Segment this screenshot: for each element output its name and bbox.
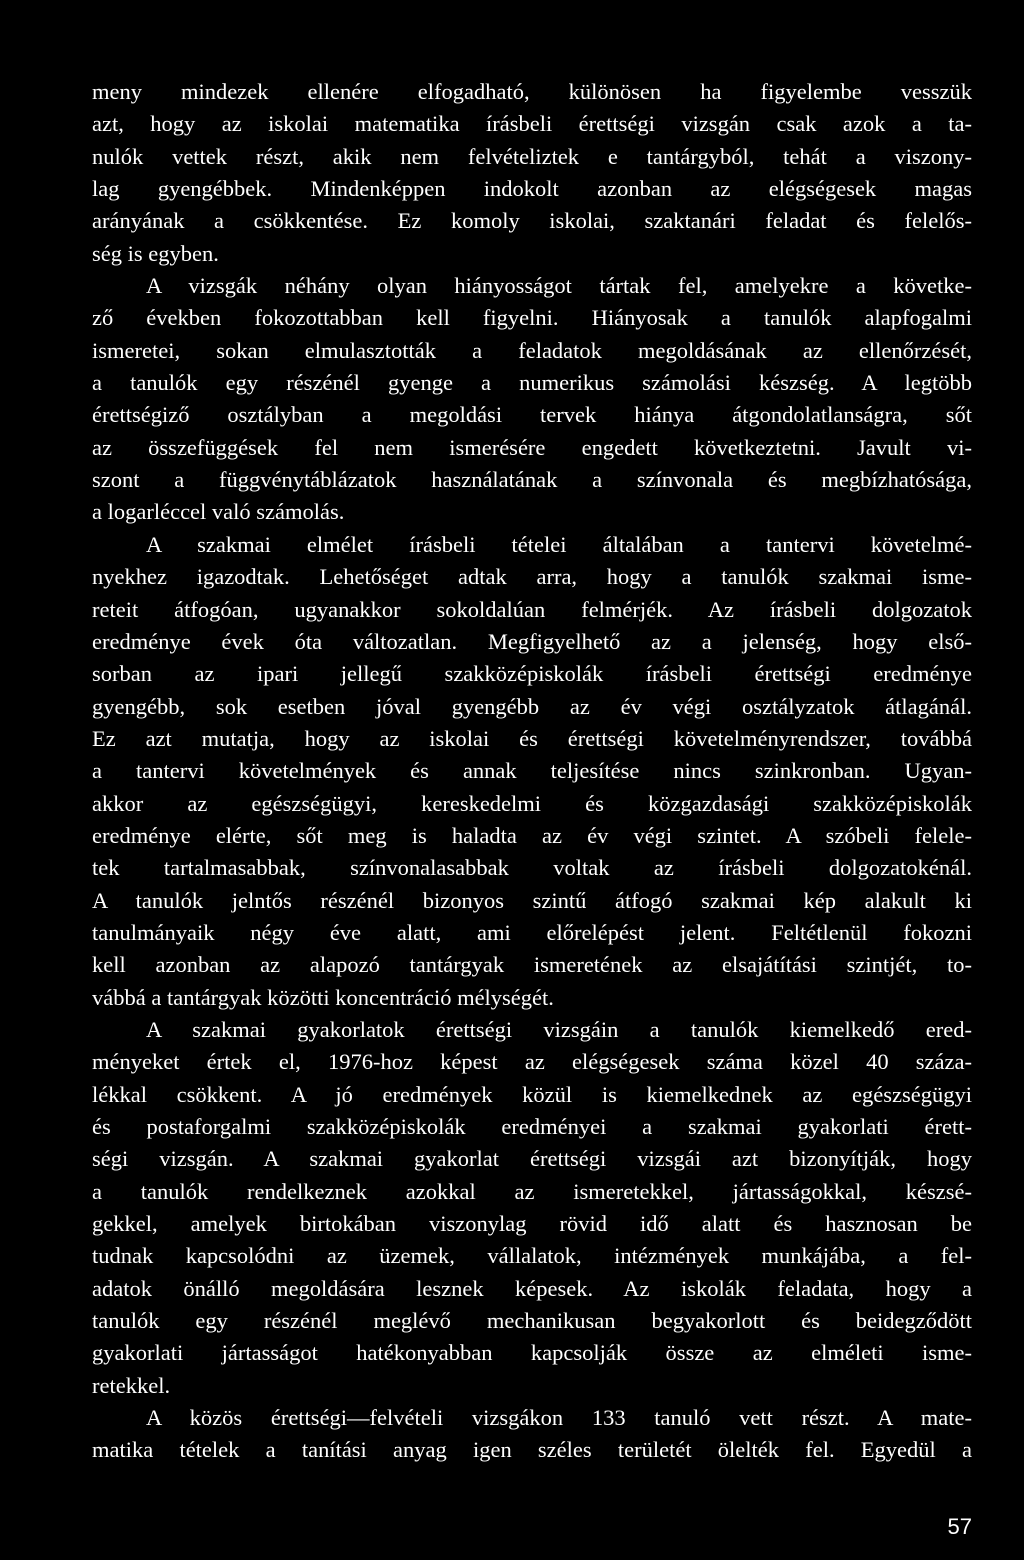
text-line: akkor az egészségügyi, kereskedelmi és közgazdasági szakközépiskolák [92,790,972,816]
text-line: azt, hogy az iskolai matematika írásbeli érettségi vizsgán csak azok a ta- [92,111,972,137]
text-line: és postaforgalmi szakközépiskolák eredményei a szakmai gyakorlati érett- [92,1114,972,1139]
text-line: ményeket értek el, 1976-hoz képest az elégségesek száma közel 40 száza- [92,1049,972,1075]
text-line: tanulók egy részénél meglévő mechanikusan begyakorlott és beidegződött [92,1308,972,1334]
text-line: a tantervi követelmények és annak teljesítése nincs szinkronban. Ugyan- [92,758,972,784]
text-line: nyekhez igazodtak. Lehetőséget adtak arra, hogy a tanulók szakmai isme- [92,564,972,590]
text-line: gyengébb, sok esetben jóval gyengébb az év végi osztályzatok átlagánál. [92,693,972,719]
text-line: Ez azt mutatja, hogy az iskolai és érettségi követelményrendszer, továbbá [92,725,972,751]
text-line: nulók vettek részt, akik nem felvételiztek e tantárgyból, tehát a viszony- [92,143,972,169]
text-line: a logarléccel való számolás. [92,499,345,525]
text-line: A vizsgák néhány olyan hiányosságot tártak fel, amelyekre a követke- [146,273,972,299]
text-line: az összefüggések fel nem ismerésére engedett következtetni. Javult vi- [92,434,972,460]
text-line: ség is egyben. [92,240,219,266]
text-line: tek tartalmasabbak, színvonalasabbak voltak az írásbeli dolgozatokénál. [92,855,972,881]
text-line: meny mindezek ellenére elfogadható, különösen ha figyelembe vesszük [92,79,972,104]
text-line: vábbá a tantárgyak közötti koncentráció mélységét. [92,984,554,1010]
text-line: kell azonban az alapozó tantárgyak ismeretének az elsajátítási szintjét, to- [92,952,972,978]
text-line: tanulmányaik négy éve alatt, ami előrelépést jelent. Feltétlenül fokozni [92,919,972,945]
text-line: ző években fokozottabban kell figyelni. Hiányosak a tanulók alapfogalmi [92,305,972,331]
text-line: eredménye elérte, sőt meg is haladta az év végi szintet. A szóbeli felele- [92,822,972,848]
text-line: A szakmai gyakorlatok érettségi vizsgáin a tanulók kiemelkedő ered- [146,1016,972,1042]
text-line: A szakmai elmélet írásbeli tételei általában a tantervi követelmé- [146,531,972,557]
text-line: ismeretei, sokan elmulasztották a feladatok megoldásának az ellenőrzését, [92,337,972,363]
text-line: reteit átfogóan, ugyanakkor sokoldalúan felmérjék. Az írásbeli dolgozatok [92,596,972,622]
text-line: retekkel. [92,1372,171,1398]
text-line: érettségiző osztályban a megoldási tervek hiánya átgondolatlanságra, sőt [92,402,972,428]
text-line: eredménye évek óta változatlan. Megfigyelhető az a jelenség, hogy első- [92,628,972,654]
text-line: gekkel, amelyek birtokában viszonylag rövid idő alatt és hasznosan be [92,1211,972,1237]
text-line: ségi vizsgán. A szakmai gyakorlat érettségi vizsgái azt bizonyítják, hogy [92,1146,972,1172]
text-line: szont a függvénytáblázatok használatának a színvonala és megbízhatósága, [92,467,972,493]
text-line: sorban az ipari jellegű szakközépiskolák írásbeli érettségi eredménye [92,661,972,687]
text-line: A közös érettségi—felvételi vizsgákon 133 tanuló vett részt. A mate- [146,1405,972,1431]
text-line: adatok önálló megoldására lesznek képesek. Az iskolák feladata, hogy a [92,1275,972,1301]
text-line: a tanulók egy részénél gyenge a numerikus számolási készség. A legtöbb [92,370,972,396]
text-line: matika tételek a tanítási anyag igen széles területét ölelték fel. Egyedül a [92,1437,972,1463]
text-line: a tanulók rendelkeznek azokkal az ismeretekkel, jártasságokkal, készsé- [92,1178,972,1204]
text-line: arányának a csökkentése. Ez komoly iskolai, szaktanári feladat és felelős- [92,208,972,234]
text-line: tudnak kapcsolódni az üzemek, vállalatok, intézmények munkájába, a fel- [92,1243,972,1269]
text-line: lékkal csökkent. A jó eredmények közül is kiemelkednek az egészségügyi [92,1081,972,1107]
text-line: gyakorlati jártasságot hatékonyabban kapcsolják össze az elméleti isme- [92,1340,972,1366]
page-number: 57 [947,1514,972,1539]
body-text [92,76,972,1467]
text-line: lag gyengébbek. Mindenképpen indokolt azonban az elégségesek magas [92,176,972,202]
text-line: A tanulók jelntős részénél bizonyos szintű átfogó szakmai kép alakult ki [92,887,972,913]
